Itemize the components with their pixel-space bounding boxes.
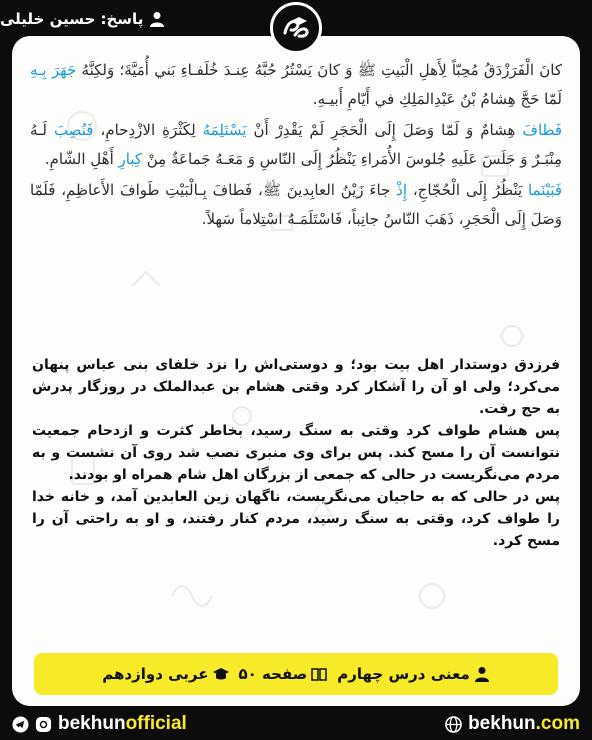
arabic-text: يَنْظُرُ إِلَى الْحُجّاجِ، (407, 181, 528, 199)
arabic-text: الأَعاظِمِ، فَلَمّا وَصَلَ إِلَى الْحَجَرِ، ذَهَبَ النّاسُ جانِباً، فَاسْتَلَمَـهُ اسْتِلاماً سَهلاً. (30, 181, 562, 228)
highlight-word: فَبَيْنَما (528, 181, 562, 199)
arabic-text: مِنْ (142, 150, 167, 168)
instagram-icon[interactable] (35, 716, 52, 733)
site-suffix: .com (535, 713, 580, 734)
highlight-word: كِبارِ (118, 150, 142, 168)
highlight-word: يَسْتَلِمَهُ (202, 121, 247, 139)
highlight-word: جَهَرَ بِـهِ (30, 61, 77, 79)
translation-paragraph-3: پس در حالی که به حاجیان می‌نگریست، ناگهان زین العابدین آمد، و خانه خدا را طواف کرد، وقتی به سنگ رسید، مردم کنار رفتند، و او به راحتی آن را مسح کرد. (32, 489, 560, 549)
translation-paragraph-1: فرزدق دوستدار اهل بیت بود؛ و دوستی‌اش را نزد خلفای بنی عباس پنهان می‌کرد؛ ولی او آن را آشکار کرد وقتی هشام بن عبدالملک در روزگار پدرش به حج رفت. (32, 357, 560, 417)
teacher-icon (474, 666, 490, 682)
lesson-item (337, 665, 490, 683)
highlight-word: فَطافَ (522, 121, 562, 139)
arabic-text: هِشامٌ وَ لَمّا وَصَلَ إِلَى الْحَجَرِ لَمْ يَقْدِرْ أَنْ (246, 121, 523, 139)
arabic-paragraph-1 (30, 56, 562, 114)
globe-icon (445, 716, 462, 733)
respondent-info (0, 10, 165, 28)
arabic-text: لِكَثْرَةِ الازْدِحامِ، (100, 121, 203, 139)
persian-translation (32, 354, 560, 552)
lesson-label: معنی درس چهارم (337, 665, 470, 683)
book-label: عربی دوازدهم (102, 665, 209, 683)
telegram-icon[interactable] (12, 716, 29, 733)
bekhun-logo (270, 2, 322, 54)
highlight-word: فَنُصِبَ (54, 121, 94, 139)
arabic-line: كانَ الْفَرَزْدَقُ مُحِبّاً لِأَهلِ الْبَيتِ ﷺ وَ كانَ يَسْتُرُ حُبَّهُ عِنـدَ خُلَفـاءِ بَني أُمَيَّةَ؛ (119, 61, 563, 79)
page-item (239, 665, 328, 683)
book-item (102, 665, 228, 683)
translation-paragraph-2: پس هشام طواف کرد وقتی به سنگ رسید، بخاطر کثرت و ازدحام جمعیت نتوانست آن را مسح کند. پس برای وی منبری نصب شد روی آن نشست و به مردم می‌نگریست در حالی که جمعی از بزرگان اهل شام همراه او بودند. (32, 423, 560, 483)
arabic-paragraph-2 (30, 116, 562, 174)
arabic-passage (30, 56, 562, 236)
site-prefix: bekhun (468, 713, 536, 734)
website-link[interactable] (445, 713, 580, 735)
arabic-text: وَلكِنَّهُ (76, 61, 115, 79)
content-card (12, 36, 580, 706)
arabic-paragraph-3 (30, 176, 562, 234)
arabic-text: أَهْلِ الشّامِ. (44, 150, 119, 168)
arabic-text: لَمّا حَجَّ هِشامُ بْنُ عَبْدِالمَلِكِ في أَيّامِ أَبيـهِ. (312, 90, 562, 108)
logo-icon (279, 11, 313, 45)
arabic-text: جاءَ زَيْنُ العابِدينَ ﷺ، فَطافَ بِـالْبَيْتِ طَوافَ (120, 181, 397, 199)
handle-prefix: bekhun (58, 713, 126, 734)
highlight-word: إِذْ (396, 181, 407, 199)
social-handle[interactable] (12, 713, 187, 735)
page-label: صفحه ۵۰ (238, 665, 308, 683)
person-icon (149, 11, 165, 27)
respondent-name: پاسخ: حسین خلیلی (0, 10, 144, 28)
footer-bar (0, 708, 592, 740)
graduation-cap-icon (213, 666, 229, 682)
lesson-banner (34, 653, 558, 695)
handle-suffix: official (125, 713, 187, 734)
arabic-text: لَـهُ مِنْبَـرٌ وَ جَلَسَ عَلَيهِ جُلوسَ الأُمَراءِ يَنْظُرُ إِلَى النّاسِ وَ مَعَـهُ جَماعَةٌ (30, 121, 562, 168)
book-icon (311, 666, 327, 682)
